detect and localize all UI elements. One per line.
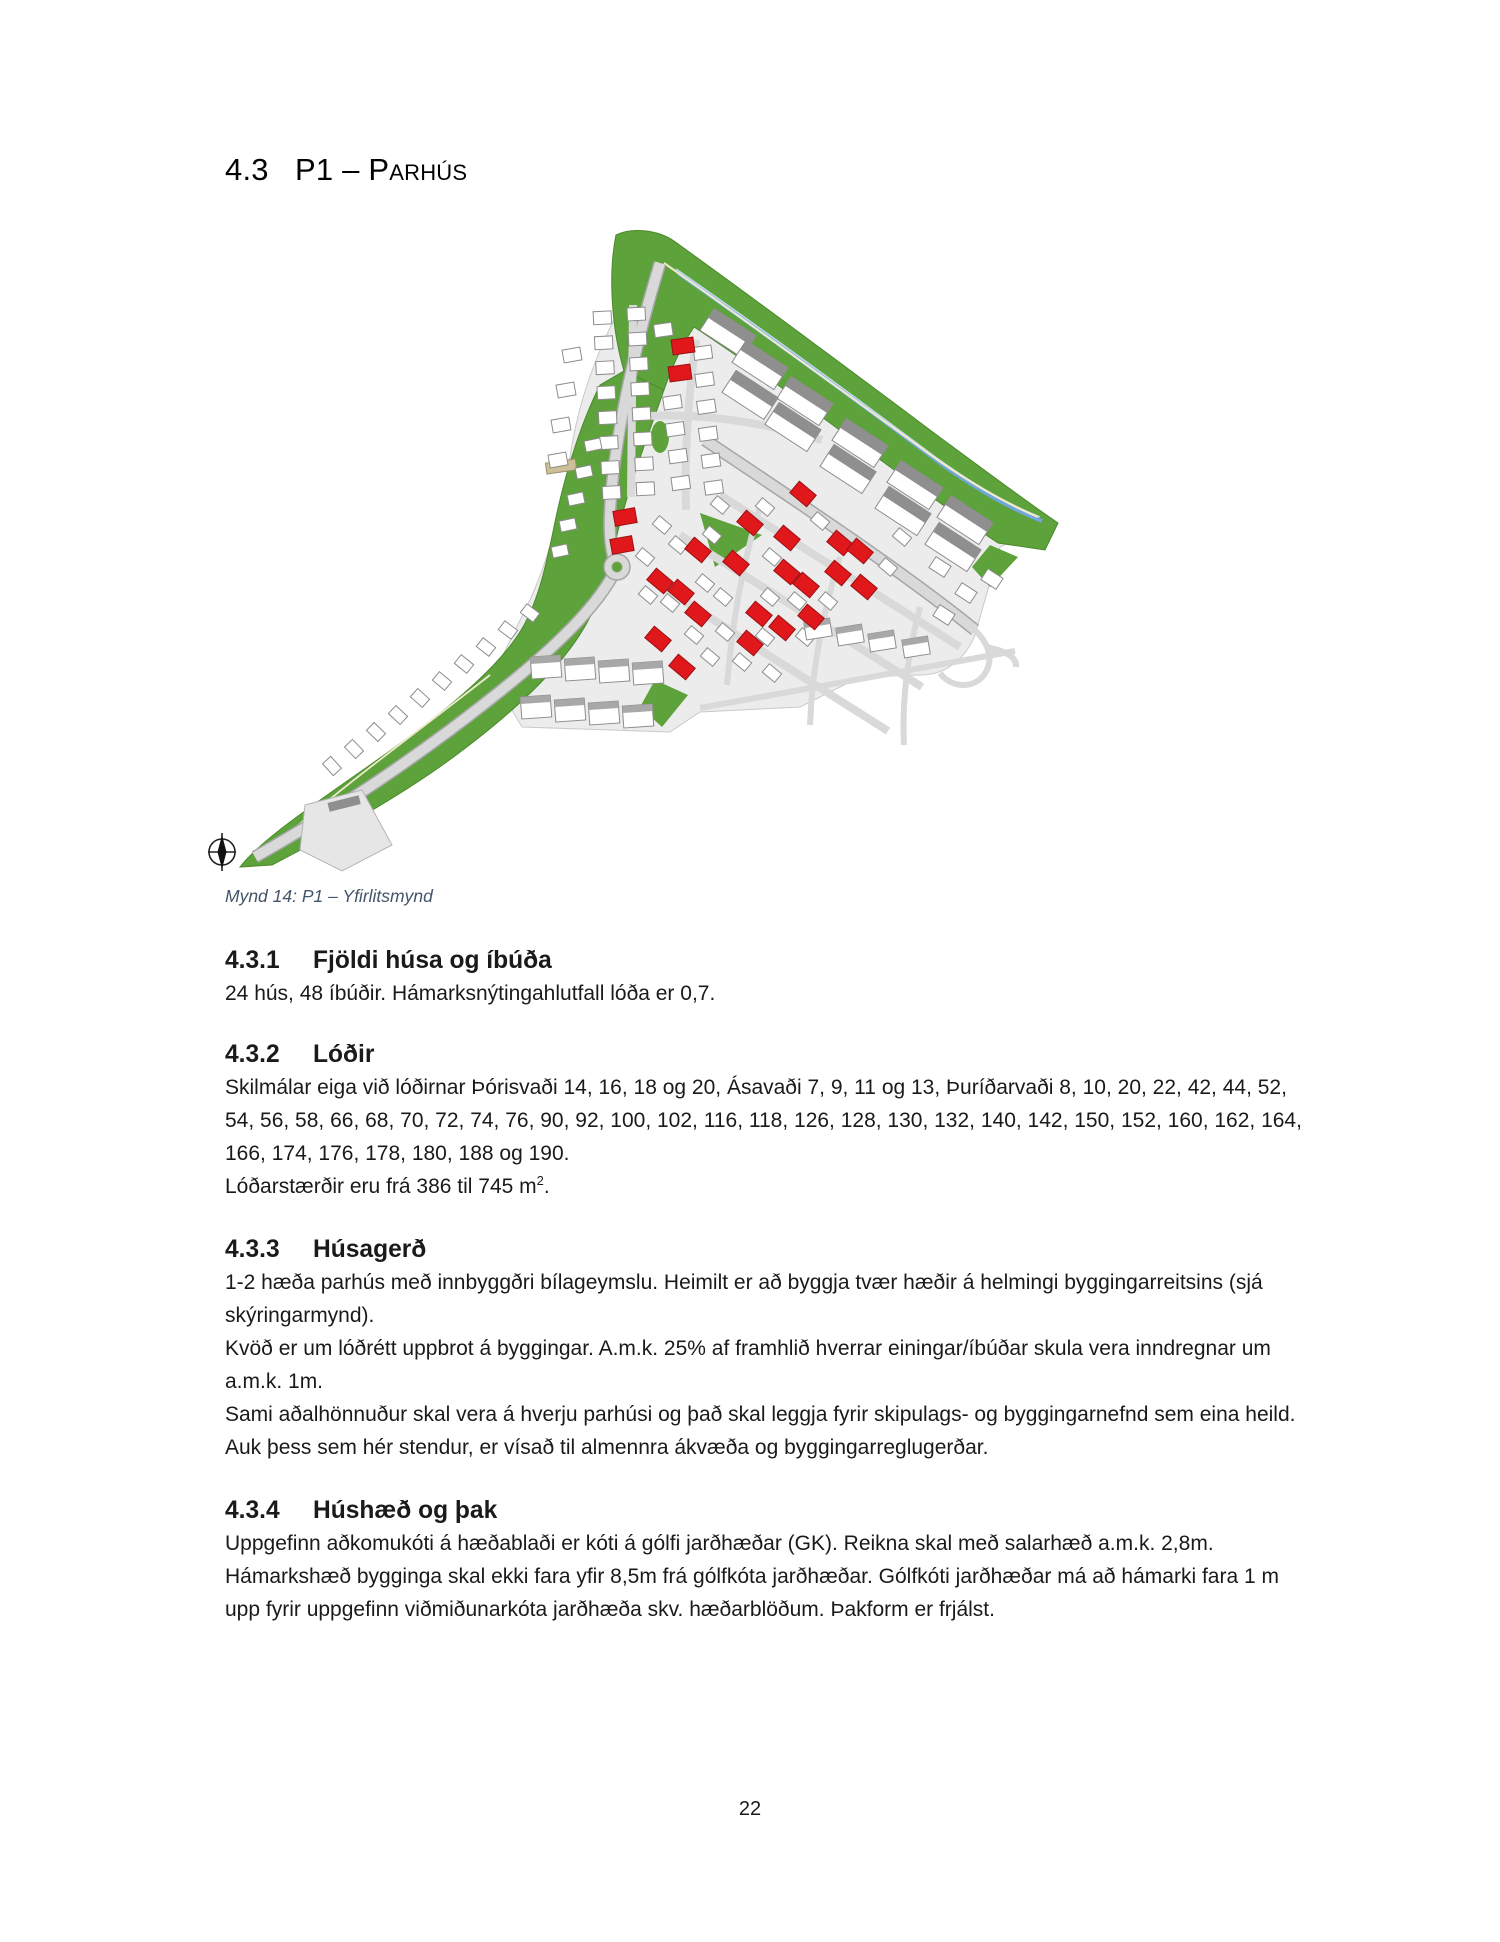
sections bbox=[225, 944, 1307, 1626]
north-arrow-icon bbox=[208, 833, 236, 871]
site-plan-figure bbox=[60, 205, 1300, 877]
site-map-svg bbox=[60, 205, 1300, 877]
lot-line-sup: 2 bbox=[536, 1173, 544, 1188]
heading-number: 4.3 bbox=[225, 152, 269, 187]
paragraph: 24 hús, 48 íbúðir. Hámarksnýtingahlutfall lóða er 0,7. bbox=[225, 982, 716, 1005]
figure-caption: Mynd 14: P1 – Yfirlitsmynd bbox=[225, 886, 433, 906]
section-heading-4-3-3 bbox=[225, 1233, 1307, 1266]
page-number: 22 bbox=[738, 1798, 762, 1820]
lot-line-text: Lóðarstærðir eru frá 386 til 745 m bbox=[225, 1175, 537, 1198]
section-title: Fjöldi húsa og íbúða bbox=[313, 947, 552, 974]
section-heading-4-3-4 bbox=[225, 1494, 1307, 1527]
heading-title: P1 – Parhús bbox=[295, 152, 468, 187]
paragraph-lot-sizes bbox=[225, 1170, 1307, 1203]
paragraph: Auk þess sem hér stendur, er vísað til almennra ákvæða og byggingarreglugerðar. bbox=[225, 1436, 989, 1459]
section-heading-4-3-1 bbox=[225, 944, 1307, 977]
paragraph: Kvöð er um lóðrétt uppbrot á byggingar. A.m.k. 25% af framhlið hverrar einingar/íbúðar skula vera inndregnar um a.m.k. 1m. bbox=[225, 1337, 1271, 1393]
section-title: Lóðir bbox=[313, 1041, 375, 1068]
section-number: 4.3.3 bbox=[225, 1236, 280, 1263]
section-title: Húshæð og þak bbox=[313, 1497, 498, 1524]
section-number: 4.3.2 bbox=[225, 1041, 280, 1068]
paragraph: 1-2 hæða parhús með innbyggðri bílageymslu. Heimilt er að byggja tvær hæðir á helmingi byggingarreitsins (sjá skýringarmynd). bbox=[225, 1271, 1263, 1327]
section-number: 4.3.4 bbox=[225, 1497, 280, 1524]
section-heading-4-3-2 bbox=[225, 1038, 1307, 1071]
paragraph: Uppgefinn aðkomukóti á hæðablaði er kóti á gólfi jarðhæðar (GK). Reikna skal með salarhæð a.m.k. 2,8m. Hámarkshæð bygginga skal ekki fara yfir 8,5m frá gólfkóta jarðhæðar. Gólfkóti jarðhæðar má að hámarki fara 1 m upp fyrir uppgefinn viðmiðunarkóta jarðhæða skv. hæðarblöðum. Þakform er frjálst. bbox=[225, 1532, 1279, 1621]
lot-line-end: . bbox=[543, 1175, 550, 1198]
paragraph: Skilmálar eiga við lóðirnar Þórisvaði 14, 16, 18 og 20, Ásavaði 7, 9, 11 og 13, Þuríðarvaði 8, 10, 20, 22, 42, 44, 52, 54, 56, 58, 66, 68, 70, 72, 74, 76, 90, 92, 100, 102, 116, 118, 126, 128, 130, 132, 140, 142, 150, 152, 160, 162, 164, 166, 174, 176, 178, 180, 188 og 190. bbox=[225, 1076, 1302, 1165]
section-title: Húsagerð bbox=[313, 1236, 427, 1263]
page-title bbox=[225, 152, 467, 188]
section-number: 4.3.1 bbox=[225, 947, 280, 974]
paragraph: Sami aðalhönnuður skal vera á hverju parhúsi og það skal leggja fyrir skipulags- og byggingarnefnd sem eina heild. bbox=[225, 1403, 1296, 1426]
